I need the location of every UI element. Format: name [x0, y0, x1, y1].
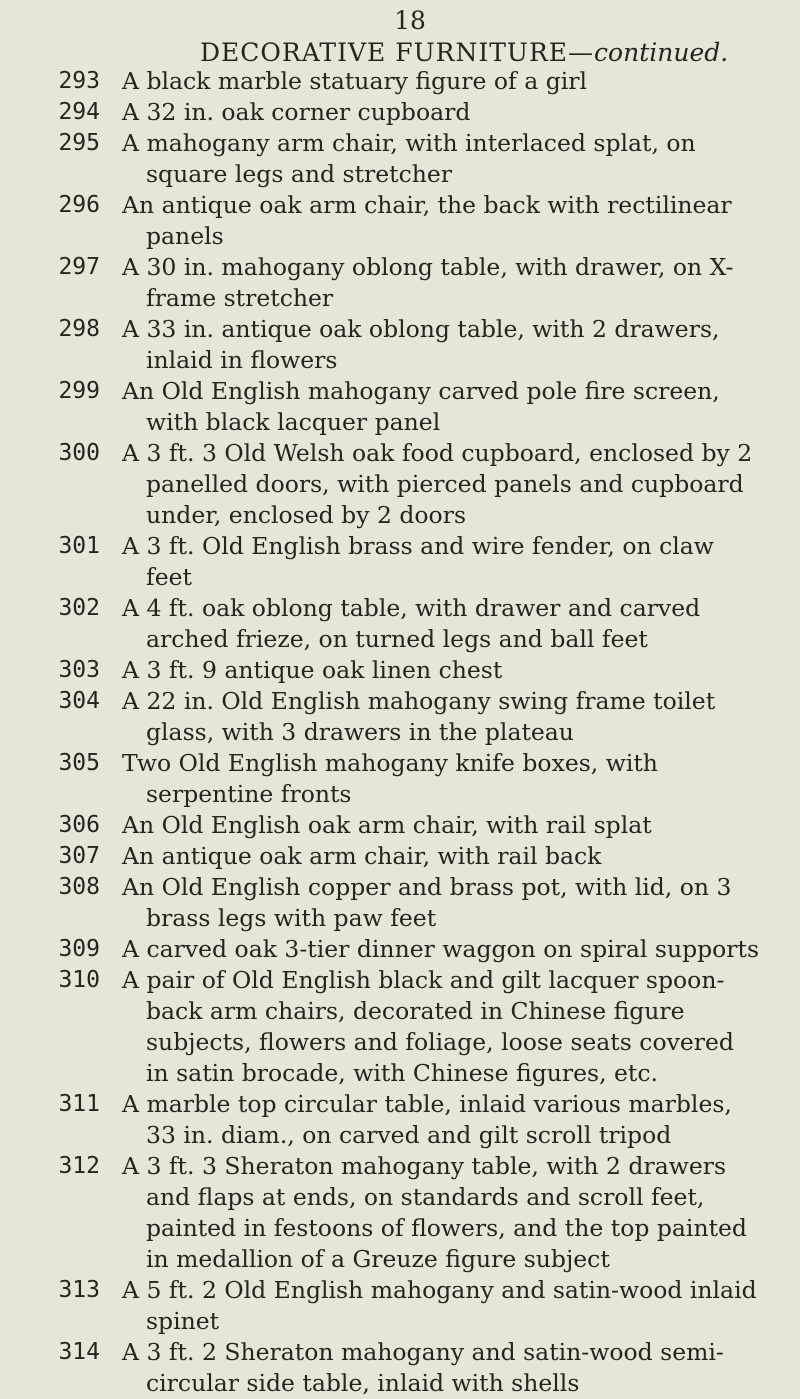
lot-entry [0, 810, 800, 841]
lot-description: A 3 ft. 3 Old Welsh oak food cupboard, enclosed by 2 panelled doors, with pierced panels and cupboard under, enclosed by 2 doors [122, 439, 753, 529]
lot-number: 307 [58, 843, 100, 869]
lot-entry [0, 438, 800, 531]
heading-suffix: continued. [594, 38, 729, 67]
lot-description: A carved oak 3-tier dinner waggon on spiral supports [122, 935, 760, 963]
lot-entry [0, 1337, 800, 1399]
lot-description: A 22 in. Old English mahogany swing frame toilet glass, with 3 drawers in the plateau [122, 687, 716, 746]
lot-number: 308 [58, 874, 100, 900]
lot-description: A 32 in. oak corner cupboard [122, 98, 471, 126]
lot-description: A 33 in. antique oak oblong table, with 2 drawers, inlaid in flowers [122, 315, 720, 374]
lot-number: 301 [58, 533, 100, 559]
lot-description: A 3 ft. 3 Sheraton mahogany table, with 2 drawers and flaps at ends, on standards and scroll feet, painted in festoons of flowers, and the top painted in medallion of a Greuze figure subject [122, 1152, 747, 1273]
lot-entry [0, 934, 800, 965]
lot-number: 302 [58, 595, 100, 621]
lot-description: A pair of Old English black and gilt lacquer spoon-back arm chairs, decorated in Chinese figure subjects, flowers and foliage, loose seats covered in satin brocade, with Chinese figures, etc. [122, 966, 734, 1087]
lot-description: An Old English oak arm chair, with rail splat [122, 811, 652, 839]
lot-number: 297 [58, 254, 100, 280]
lot-description: A 3 ft. 2 Sheraton mahogany and satin-wood semi-circular side table, inlaid with shells [122, 1338, 724, 1397]
lot-number: 305 [58, 750, 100, 776]
heading-main: DECORATIVE FURNITURE— [200, 38, 595, 67]
lot-entry [0, 748, 800, 810]
lot-number: 310 [58, 967, 100, 993]
lot-entry [0, 252, 800, 314]
lot-entry [0, 1151, 800, 1275]
lot-entry [0, 531, 800, 593]
page-heading [200, 38, 728, 67]
lot-list [0, 66, 800, 1399]
lot-description: A marble top circular table, inlaid various marbles, 33 in. diam., on carved and gilt scroll tripod [122, 1090, 732, 1149]
lot-description: Two Old English mahogany knife boxes, with serpentine fronts [122, 749, 658, 808]
lot-number: 312 [58, 1153, 100, 1179]
lot-number: 295 [58, 130, 100, 156]
lot-number: 294 [58, 99, 100, 125]
lot-number: 314 [58, 1339, 100, 1365]
lot-number: 298 [58, 316, 100, 342]
lot-entry [0, 128, 800, 190]
lot-entry [0, 97, 800, 128]
lot-description: A mahogany arm chair, with interlaced splat, on square legs and stretcher [122, 129, 696, 188]
lot-description: An Old English mahogany carved pole fire screen, with black lacquer panel [122, 377, 720, 436]
lot-description: An antique oak arm chair, with rail back [122, 842, 602, 870]
lot-number: 306 [58, 812, 100, 838]
lot-number: 299 [58, 378, 100, 404]
lot-entry [0, 1275, 800, 1337]
page-number: 18 [394, 6, 426, 35]
lot-entry [0, 872, 800, 934]
lot-description: A 30 in. mahogany oblong table, with drawer, on X-frame stretcher [122, 253, 734, 312]
lot-number: 309 [58, 936, 100, 962]
lot-entry [0, 314, 800, 376]
lot-entry [0, 593, 800, 655]
lot-number: 311 [58, 1091, 100, 1117]
lot-number: 304 [58, 688, 100, 714]
lot-number: 313 [58, 1277, 100, 1303]
lot-entry [0, 376, 800, 438]
lot-entry [0, 655, 800, 686]
lot-description: A 5 ft. 2 Old English mahogany and satin-wood inlaid spinet [122, 1276, 757, 1335]
lot-entry [0, 686, 800, 748]
lot-description: A 3 ft. Old English brass and wire fender, on claw feet [122, 532, 714, 591]
lot-description: An antique oak arm chair, the back with rectilinear panels [122, 191, 732, 250]
lot-number: 300 [58, 440, 100, 466]
lot-number: 296 [58, 192, 100, 218]
lot-description: A 4 ft. oak oblong table, with drawer and carved arched frieze, on turned legs and ball feet [122, 594, 701, 653]
lot-number: 303 [58, 657, 100, 683]
lot-entry [0, 965, 800, 1089]
lot-entry [0, 66, 800, 97]
lot-description: A black marble statuary figure of a girl [122, 67, 587, 95]
lot-number: 293 [58, 68, 100, 94]
lot-description: An Old English copper and brass pot, with lid, on 3 brass legs with paw feet [122, 873, 732, 932]
lot-entry [0, 1089, 800, 1151]
lot-entry [0, 841, 800, 872]
lot-entry [0, 190, 800, 252]
lot-description: A 3 ft. 9 antique oak linen chest [122, 656, 503, 684]
